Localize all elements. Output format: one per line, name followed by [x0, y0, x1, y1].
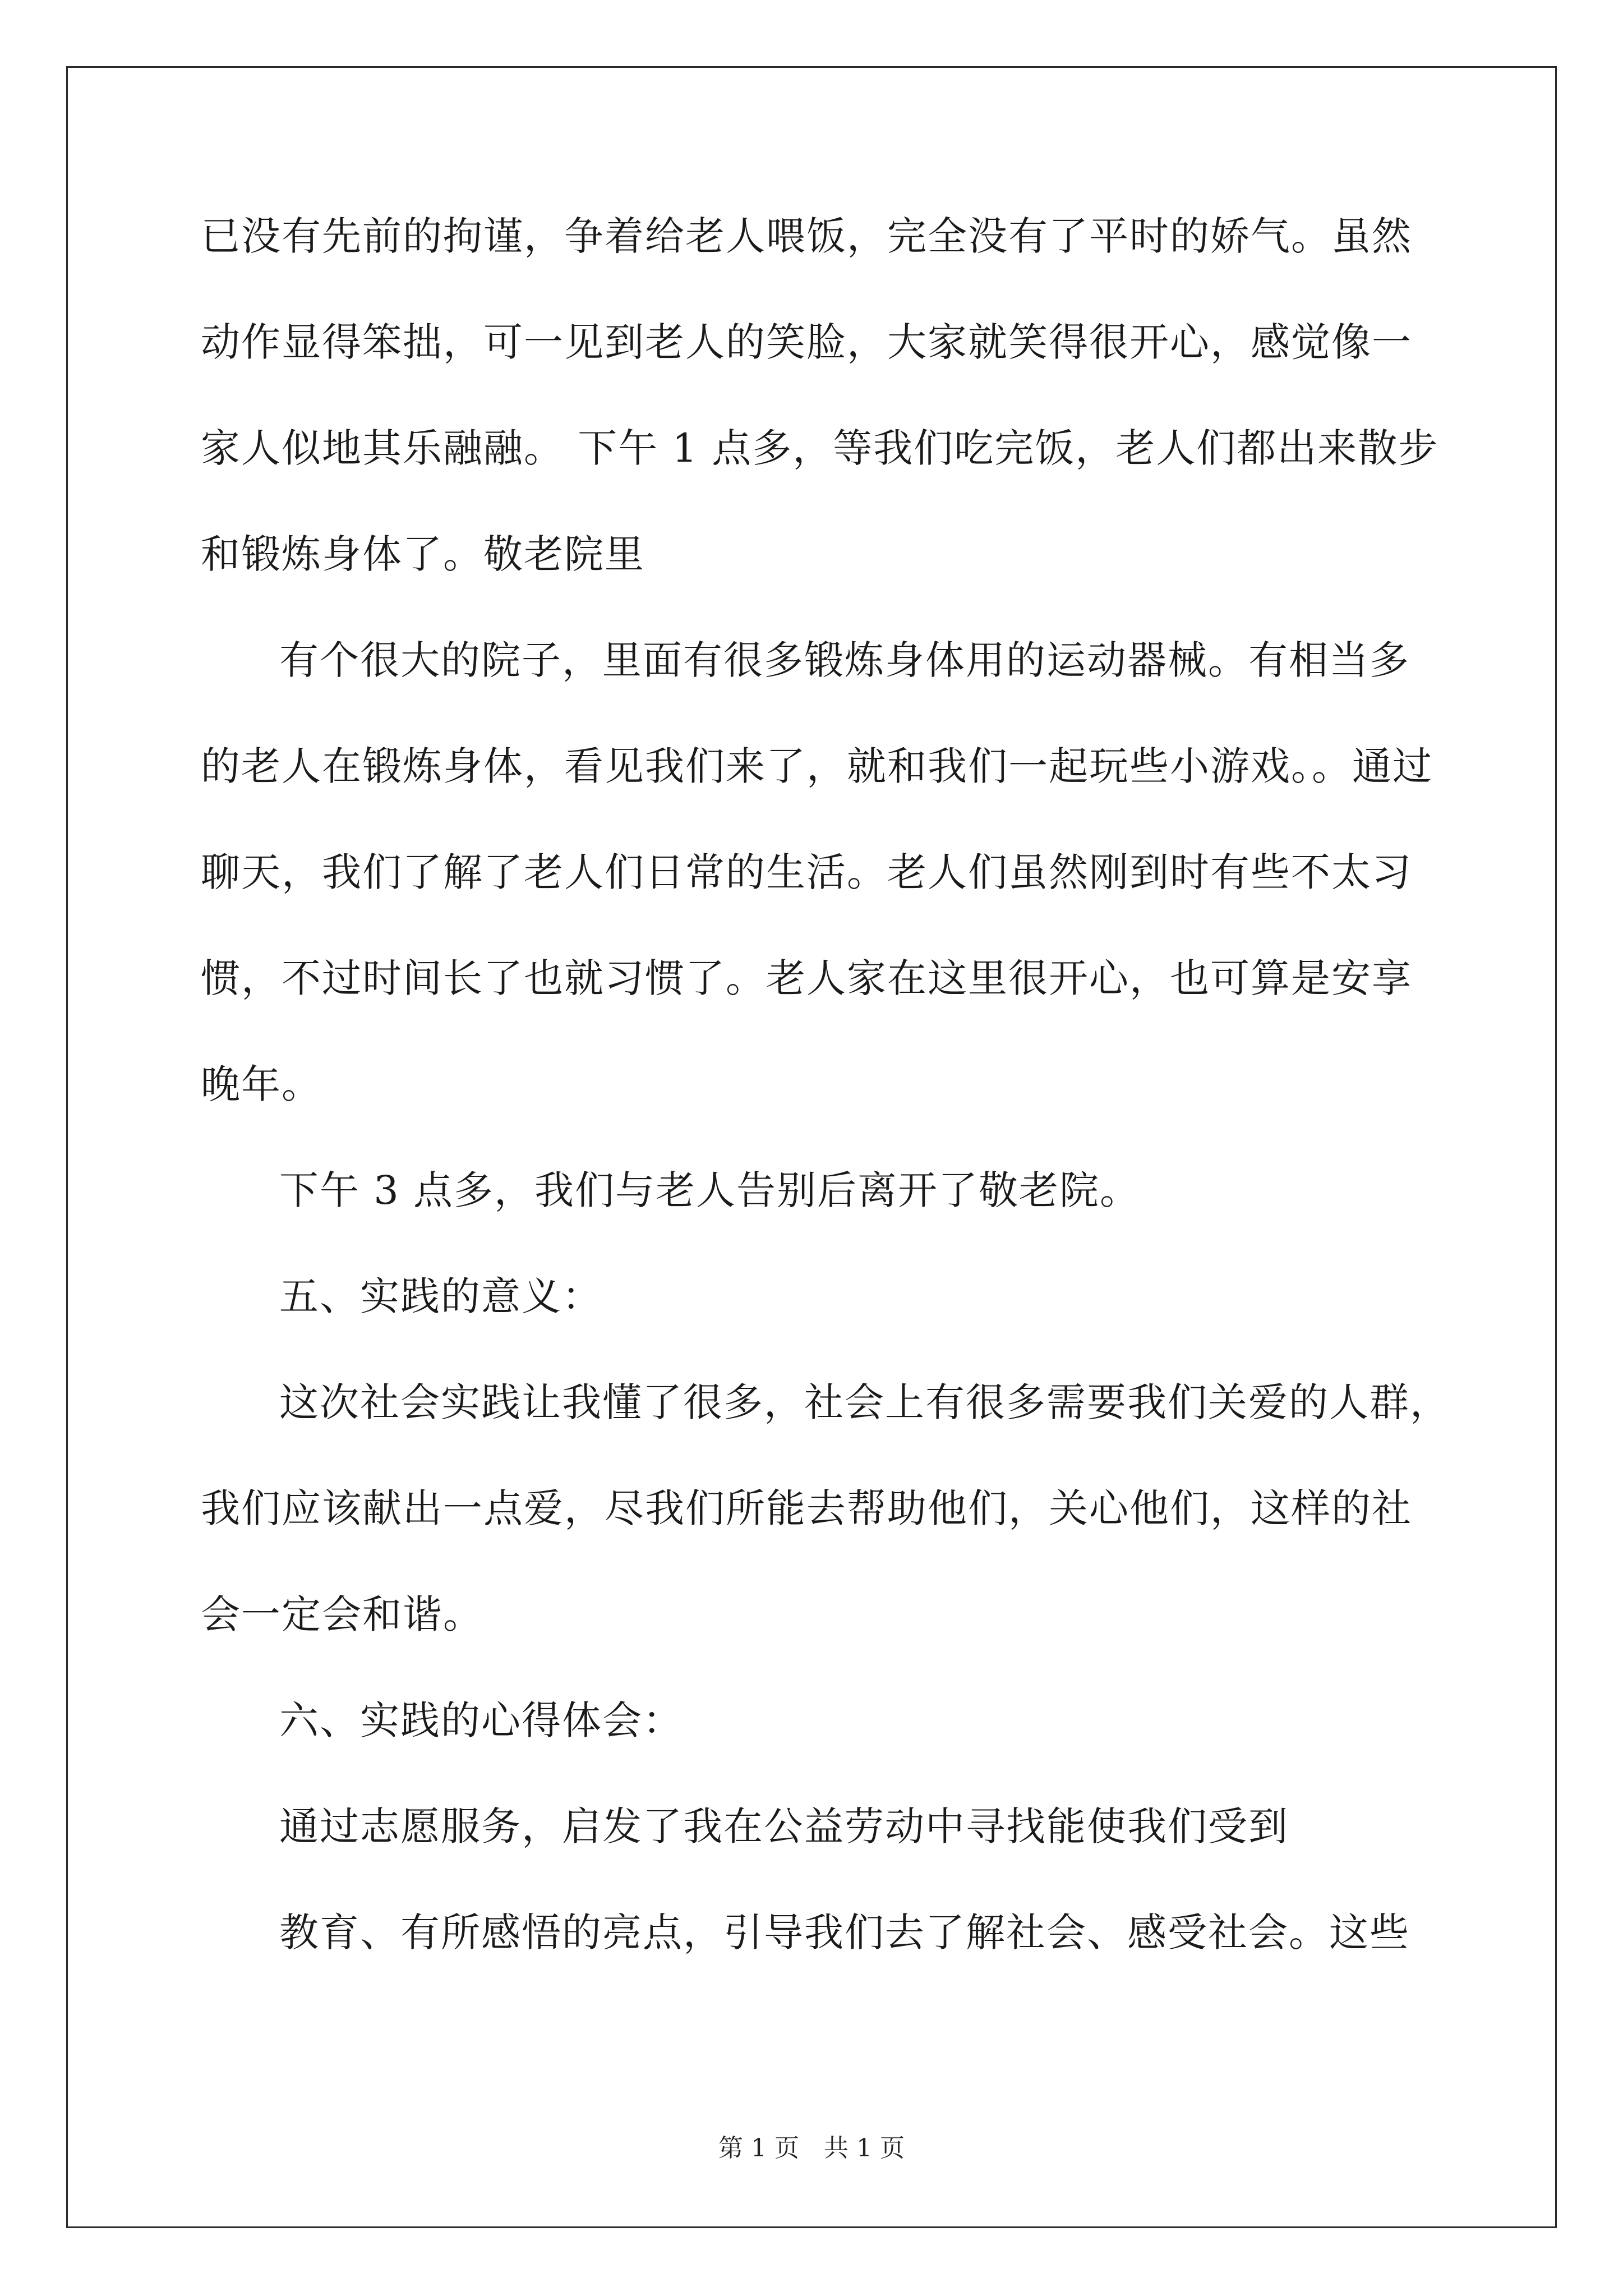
paragraph-line: 教育、有所感悟的亮点，引导我们去了解社会、感受社会。这些: [279, 1910, 1410, 1955]
paragraph-line: 的老人在锻炼身体，看见我们来了，就和我们一起玩些小游戏。。通过: [201, 743, 1433, 789]
paragraph-line: 晚年。: [201, 1061, 322, 1107]
section-heading: 六、实践的心得体会：: [279, 1697, 683, 1743]
section-heading: 五、实践的意义：: [279, 1273, 602, 1319]
paragraph-line: 和锻炼身体了。敬老院里: [201, 531, 645, 577]
paragraph-line: 这次社会实践让我懂了很多，社会上有很多需要我们关爱的人群，: [279, 1379, 1450, 1425]
page-footer: 第 1 页 共 1 页: [718, 2134, 905, 2162]
paragraph-line: 我们应该献出一点爱，尽我们所能去帮助他们，关心他们，这样的社: [201, 1485, 1412, 1531]
page-border: [66, 66, 1557, 2228]
paragraph-line: 下午 3 点多，我们与老人告别后离开了敬老院。: [279, 1167, 1141, 1213]
paragraph-line: 通过志愿服务，启发了我在公益劳动中寻找能使我们受到: [279, 1803, 1289, 1849]
paragraph-line: 会一定会和谐。: [201, 1591, 483, 1637]
paragraph-line: 有个很大的院子，里面有很多锻炼身体用的运动器械。有相当多: [279, 637, 1410, 683]
paragraph-line: 已没有先前的拘谨，争着给老人喂饭，完全没有了平时的娇气。虽然: [201, 213, 1412, 259]
paragraph-line: 家人似地其乐融融。 下午 1 点多，等我们吃完饭，老人们都出来散步: [201, 425, 1439, 471]
paragraph-line: 动作显得笨拙，可一见到老人的笑脸，大家就笑得很开心，感觉像一: [201, 319, 1412, 365]
paragraph-line: 聊天，我们了解了老人们日常的生活。老人们虽然刚到时有些不太习: [201, 849, 1412, 895]
paragraph-line: 惯，不过时间长了也就习惯了。老人家在这里很开心，也可算是安享: [201, 955, 1412, 1001]
